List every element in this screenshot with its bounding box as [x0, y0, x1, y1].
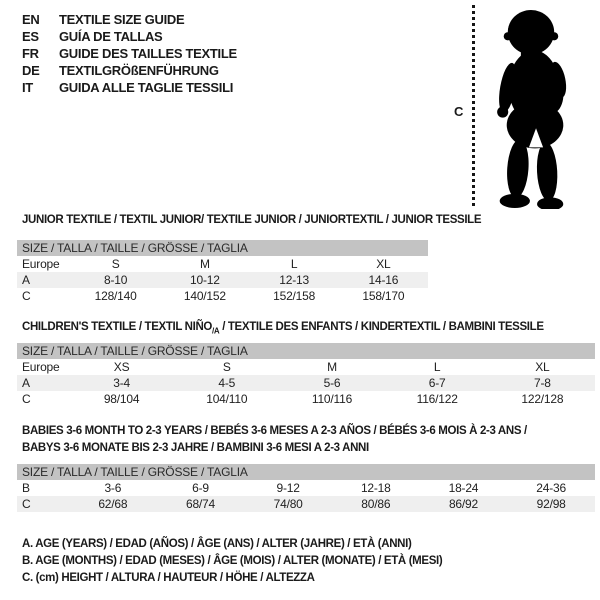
height-measure-dotted-line: [472, 5, 475, 208]
table-cell: 98/104: [103, 392, 140, 406]
lang-row-es: [22, 28, 237, 45]
footnote-a: A. AGE (YEARS) / EDAD (AÑOS) / ÂGE (ANS) / ALTER (JAHRE) / ETÀ (ANNI): [22, 538, 412, 550]
footnotes: [22, 536, 442, 587]
lang-row-de: [22, 62, 237, 79]
lang-label: TEXTILE SIZE GUIDE: [59, 12, 185, 27]
lang-row-it: [22, 79, 237, 96]
table-cell: 9-12: [276, 481, 300, 495]
table-cell: 128/140: [94, 289, 137, 303]
table-cell: XL: [376, 257, 391, 271]
lang-label: TEXTILGRÖßENFÜHRUNG: [59, 63, 219, 78]
table-cell: 152/158: [273, 289, 316, 303]
babies-size-table: [17, 464, 595, 512]
table-cell: 8-10: [71, 272, 160, 288]
table-cell: 10-12: [160, 272, 249, 288]
table-cell: 140/152: [183, 289, 226, 303]
lang-row-en: [22, 11, 237, 28]
babies-section-title: [22, 423, 527, 457]
table-cell: 14-16: [339, 272, 428, 288]
table-header-label: SIZE / TALLA / TAILLE / GRÖSSE / TAGLIA: [17, 343, 595, 359]
table-cell: 122/128: [521, 392, 564, 406]
children-section-title: [22, 319, 544, 339]
table-header-label: SIZE / TALLA / TAILLE / GRÖSSE / TAGLIA: [17, 464, 595, 480]
table-row: [17, 496, 595, 512]
table-cell: 104/110: [206, 392, 248, 406]
row-label: C: [17, 496, 69, 512]
table-row: [17, 359, 595, 375]
table-header-bar: [17, 343, 595, 359]
table-cell: 68/74: [157, 496, 245, 512]
table-cell: XS: [113, 360, 130, 374]
row-label: A: [17, 272, 71, 288]
table-cell: 62/68: [69, 496, 157, 512]
babies-title-line2: BABYS 3-6 MONATE BIS 2-3 JAHRE / BAMBINI 3-6 MESI A 2-3 ANNI: [22, 442, 369, 454]
row-label: Europe: [22, 257, 60, 271]
lang-code: EN: [22, 12, 40, 27]
lang-row-fr: [22, 45, 237, 62]
table-header-bar: [17, 240, 428, 256]
table-cell: 86/92: [420, 496, 508, 512]
lang-label: GUÍA DE TALLAS: [59, 29, 163, 44]
lang-code: IT: [22, 80, 33, 95]
row-label: Europe: [22, 360, 60, 374]
lang-code: ES: [22, 29, 39, 44]
table-cell: 116/122: [416, 392, 458, 406]
language-header: [22, 11, 237, 96]
lang-label: GUIDA ALLE TAGLIE TESSILI: [59, 80, 234, 95]
table-cell: L: [290, 257, 298, 271]
table-cell: 4-5: [174, 375, 279, 391]
table-row: [17, 375, 595, 391]
table-cell: 24-36: [536, 481, 566, 495]
table-cell: 6-7: [385, 375, 490, 391]
row-label: A: [17, 375, 69, 391]
junior-section-title: JUNIOR TEXTILE / TEXTIL JUNIOR/ TEXTILE JUNIOR / JUNIORTEXTIL / JUNIOR TESSILE: [22, 214, 482, 226]
table-row: [17, 256, 428, 272]
table-cell: 6-9: [192, 481, 209, 495]
table-header-bar: [17, 464, 595, 480]
table-cell: 158/170: [362, 289, 405, 303]
table-cell: 5-6: [279, 375, 384, 391]
table-cell: 74/80: [244, 496, 332, 512]
babies-title-line1: BABIES 3-6 MONTH TO 2-3 YEARS / BEBÉS 3-6 MESES A 2-3 AÑOS / BÉBÉS 3-6 MOIS À 2-3 ANS /: [22, 425, 527, 437]
lang-label: GUIDE DES TAILLES TEXTILE: [59, 46, 237, 61]
footnote-c: C. (cm) HEIGHT / ALTURA / HAUTEUR / HÖHE / ALTEZZA: [22, 572, 315, 584]
table-cell: M: [327, 360, 337, 374]
table-cell: 18-24: [448, 481, 479, 495]
row-label: C: [22, 392, 31, 406]
baby-silhouette: [482, 7, 586, 209]
children-title-sub: /A: [212, 326, 220, 336]
table-cell: 3-6: [104, 481, 122, 495]
height-measure-label: C: [454, 104, 464, 119]
children-size-table: [17, 343, 595, 407]
table-row: [17, 288, 428, 304]
table-cell: M: [199, 257, 210, 271]
lang-code: DE: [22, 63, 40, 78]
table-row: [17, 272, 428, 288]
table-cell: L: [433, 360, 441, 374]
lang-code: FR: [22, 46, 39, 61]
table-row: [17, 480, 595, 496]
table-row: [17, 391, 595, 407]
junior-size-table: [17, 240, 428, 304]
table-cell: 92/98: [507, 496, 595, 512]
table-cell: 110/116: [311, 392, 353, 406]
table-cell: S: [111, 257, 120, 271]
table-cell: 12-13: [250, 272, 339, 288]
children-title-prefix: CHILDREN'S TEXTILE / TEXTIL NIÑO: [22, 321, 213, 333]
children-title-suffix: / TEXTILE DES ENFANTS / KINDERTEXTIL / BAMBINI TESSILE: [219, 321, 544, 333]
footnote-b: B. AGE (MONTHS) / EDAD (MESES) / ÂGE (MOIS) / ALTER (MONATE) / ETÀ (MESI): [22, 555, 443, 567]
table-cell: 3-4: [69, 375, 174, 391]
table-cell: 12-18: [360, 481, 391, 495]
row-label: C: [22, 289, 31, 303]
table-header-label: SIZE / TALLA / TAILLE / GRÖSSE / TAGLIA: [17, 240, 428, 256]
row-label: B: [22, 481, 30, 495]
table-cell: 7-8: [490, 375, 595, 391]
table-cell: S: [222, 360, 231, 374]
table-cell: XL: [535, 360, 550, 374]
table-cell: 80/86: [332, 496, 420, 512]
